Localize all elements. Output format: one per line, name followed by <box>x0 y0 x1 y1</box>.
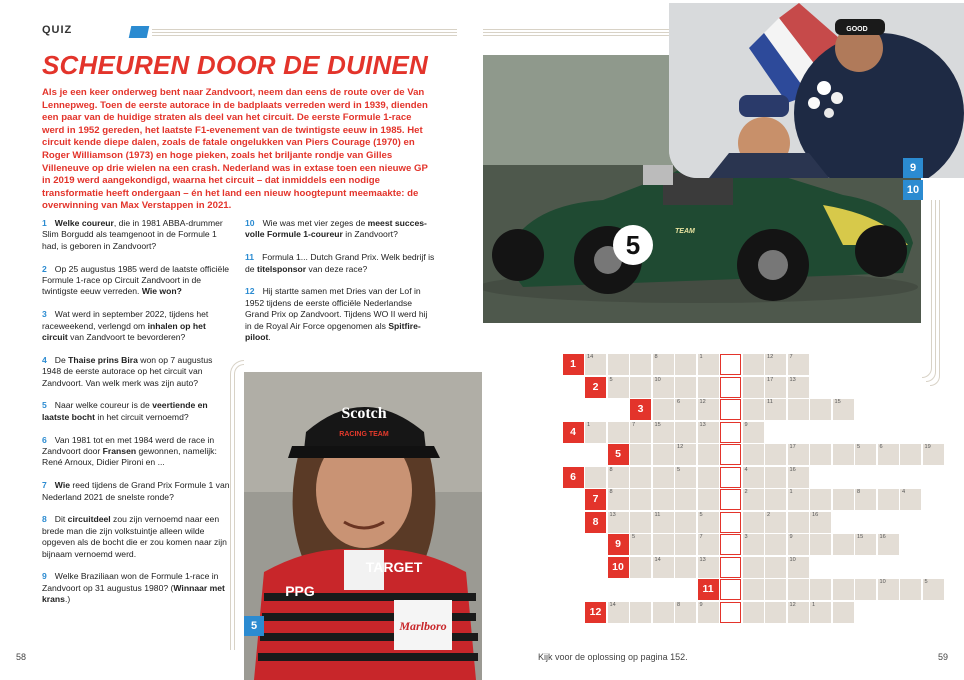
cell-number: 10 <box>789 556 796 563</box>
crossword-cell[interactable] <box>765 399 786 420</box>
question-5 <box>42 400 232 423</box>
crossword-cell[interactable] <box>788 467 809 488</box>
crossword-cell[interactable] <box>630 557 651 578</box>
question-number: 9 <box>42 571 47 582</box>
cell-number: 8 <box>857 489 861 495</box>
crossword-cell[interactable] <box>675 377 696 398</box>
cell-number: 5 <box>677 466 681 473</box>
crossword-cell[interactable] <box>788 444 809 465</box>
intro-paragraph: Als je een keer onderweg bent naar Zandvoort, neem dan eens de route over de Van Lennepweg. Toen de eerste autorace in de badplaats verreden werd in 1939, dienden een paar van de huidige straten als deel van het circuit. De eerste Formule 1-race werd in 1952 gereden, het laatste F1-evenement van de twintigste eeuw in 1985. Het circuit kende diepe dalen, zoals de fatale ongelukken van Piers Courage (1970) en Roger Williamson (1973) en hoge pieken, zoals het briljante rondje van Gilles Villeneuve op drie wielen na een crash. Nederland was in extase toen een nieuwe GP in 2019 werd aangekondigd, waarna het circuit – dat inmiddels een nodige transformatie heeft ondergaan – én het land een nieuw hoogtepunt meemaakte: de overwinning van Max Verstappen in 2021. <box>42 87 428 212</box>
crossword-solution-cell[interactable] <box>720 354 741 375</box>
portrait-illustration <box>244 372 482 680</box>
crossword-cell[interactable] <box>855 444 876 465</box>
question-keyword: veertiende en laatste bocht <box>42 400 208 422</box>
crossword-cell[interactable] <box>630 467 651 488</box>
crossword-cell[interactable] <box>900 579 921 600</box>
crossword-row-label: 8 <box>585 512 606 533</box>
crossword-cell[interactable] <box>585 467 606 488</box>
crossword-cell[interactable] <box>630 534 651 555</box>
cell-number: 13 <box>699 556 706 563</box>
crossword-row-label: 1 <box>563 354 584 375</box>
question-8 <box>42 514 232 560</box>
crossword-cell[interactable] <box>608 602 629 623</box>
question-text: Hij startte samen met Dries van der Lof in 1952 tijdens de eerste officiële Nederlandse Grand Prix op Zandvoort. Tijdens WO II werd hij in de Royal Air Force opgenomen als <box>245 286 428 331</box>
crossword-cell[interactable] <box>765 489 786 510</box>
question-keyword: Wie <box>54 480 70 491</box>
crossword-cell[interactable] <box>698 467 719 488</box>
crossword-cell[interactable] <box>743 579 764 600</box>
crossword-cell[interactable] <box>765 354 786 375</box>
question-text: Wie was met vier zeges de <box>262 218 368 228</box>
crossword-cell[interactable] <box>653 557 674 578</box>
crossword-row-label: 11 <box>698 579 719 600</box>
cell-number: 12 <box>677 444 684 450</box>
crossword-cell[interactable] <box>653 444 674 465</box>
crossword-cell[interactable] <box>788 557 809 578</box>
crossword-cell[interactable] <box>878 444 899 465</box>
question-text: Wat werd in september 2022, tijdens het raceweekend, verlengd om <box>42 309 209 331</box>
question-text: van Zandvoort te bevorderen? <box>67 332 186 343</box>
photo-badge-10: 10 <box>903 180 923 200</box>
question-text: van deze race? <box>306 263 368 274</box>
cell-number: 1 <box>789 489 793 495</box>
question-text: reed tijdens de Grand Prix Formule 1 van Nederland 2021 de snelste ronde? <box>42 480 230 502</box>
question-3 <box>42 309 232 343</box>
cell-number: 5 <box>857 444 861 450</box>
crossword-cell[interactable] <box>810 399 831 420</box>
crossword-row-label: 6 <box>563 467 584 488</box>
crossword-cell[interactable] <box>698 354 719 375</box>
question-keyword: Wie won? <box>141 286 182 297</box>
crossword-cell[interactable] <box>810 534 831 555</box>
crossword-row-label: 10 <box>608 557 629 578</box>
question-1 <box>42 218 232 252</box>
crossword-cell[interactable] <box>675 489 696 510</box>
question-text: .) <box>64 594 71 605</box>
crossword-cell[interactable] <box>653 377 674 398</box>
cell-number: 10 <box>879 579 886 585</box>
crossword-cell[interactable] <box>675 602 696 623</box>
cell-number: 13 <box>609 511 616 518</box>
cell-number: 9 <box>789 534 793 540</box>
crossword-solution-cell[interactable] <box>720 489 741 510</box>
crossword-cell[interactable] <box>743 557 764 578</box>
cell-number: 1 <box>587 421 591 428</box>
questions-column-left <box>42 218 232 617</box>
crossword-cell[interactable] <box>810 579 831 600</box>
cell-number: 3 <box>744 534 748 540</box>
question-text: zou zijn vernoemd naar een brede man die zijn volkstuintje alleen wilde opgeven als de bocht die er zou komen naar zijn bijnaam vernoemd werd. <box>42 514 227 559</box>
crossword-row-label: 12 <box>585 602 606 623</box>
question-text: Dit <box>54 514 68 525</box>
crossword-cell[interactable] <box>630 354 651 375</box>
crossword-cell[interactable] <box>810 602 831 623</box>
podium-cap-text: GOOD <box>846 26 868 33</box>
crossword-cell[interactable] <box>833 602 854 623</box>
question-number: 2 <box>42 263 47 274</box>
question-keyword: Thaise prins Bira <box>68 354 138 365</box>
crossword-cell[interactable] <box>765 534 786 555</box>
crossword-cell[interactable] <box>810 444 831 465</box>
cell-number: 14 <box>609 601 616 608</box>
cell-number: 8 <box>677 601 681 608</box>
crossword-cell[interactable] <box>653 399 674 420</box>
crossword-cell[interactable] <box>833 489 854 510</box>
question-11 <box>245 252 435 275</box>
crossword-cell[interactable] <box>788 399 809 420</box>
crossword-cell[interactable] <box>653 422 674 443</box>
crossword-cell[interactable] <box>653 602 674 623</box>
cell-number: 5 <box>699 511 703 518</box>
cell-number: 16 <box>879 534 886 540</box>
suit-brand-ppg: PPG <box>285 583 315 599</box>
crossword-cell[interactable] <box>698 534 719 555</box>
crossword-cell[interactable] <box>743 377 764 398</box>
cell-number: 7 <box>789 354 793 360</box>
cell-number: 15 <box>857 534 864 540</box>
cell-number: 10 <box>654 376 661 383</box>
question-text: De <box>54 354 69 365</box>
crossword-cell[interactable] <box>698 444 719 465</box>
crossword-cell[interactable] <box>833 399 854 420</box>
crossword-row-label: 9 <box>608 534 629 555</box>
crossword-cell[interactable] <box>855 534 876 555</box>
crossword-solution-cell[interactable] <box>720 534 741 555</box>
cell-number: 7 <box>632 421 636 428</box>
crossword-cell[interactable] <box>765 579 786 600</box>
crossword-cell[interactable] <box>743 489 764 510</box>
crossword-cell[interactable] <box>608 377 629 398</box>
cell-number: 8 <box>654 354 658 360</box>
crossword-row-label: 3 <box>630 399 651 420</box>
crossword-solution-cell[interactable] <box>720 444 741 465</box>
cell-number: 15 <box>834 399 841 405</box>
crossword-cell[interactable] <box>675 534 696 555</box>
crossword-cell[interactable] <box>878 489 899 510</box>
suit-brand-target: TARGET <box>365 559 423 575</box>
cell-number: 8 <box>609 466 613 473</box>
question-keyword: titelsponsor <box>256 263 307 274</box>
crossword-cell[interactable] <box>743 602 764 623</box>
crossword-cell[interactable] <box>855 579 876 600</box>
crossword-cell[interactable] <box>608 467 629 488</box>
photo-badge-9: 9 <box>903 158 923 178</box>
crossword-cell[interactable] <box>698 512 719 533</box>
crossword-cell[interactable] <box>743 512 764 533</box>
cell-number: 7 <box>699 534 703 540</box>
crossword-cell[interactable] <box>630 489 651 510</box>
page-number-left: 58 <box>16 652 27 662</box>
question-6 <box>42 435 232 469</box>
question-keyword: Winnaar met krans <box>42 582 225 605</box>
crossword-cell[interactable] <box>698 602 719 623</box>
question-text: won op 7 augustus 1948 de eerste autorace op het circuit van Zandvoort. Van welk merk was zijn auto? <box>42 354 213 388</box>
cell-number: 14 <box>654 556 661 563</box>
crossword-cell[interactable] <box>900 444 921 465</box>
crossword-cell[interactable] <box>878 579 899 600</box>
crossword-cell[interactable] <box>608 489 629 510</box>
question-keyword: Welke coureur <box>54 218 114 228</box>
cell-number: 6 <box>879 444 883 450</box>
crossword-cell[interactable] <box>923 444 944 465</box>
photo-badge-5: 5 <box>244 616 264 636</box>
cell-number: 19 <box>924 444 931 450</box>
question-text: Van 1981 tot en met 1984 werd de race in Zandvoort door <box>42 434 215 457</box>
crossword-cell[interactable] <box>788 489 809 510</box>
cell-number: 1 <box>812 601 816 608</box>
crossword-cell[interactable] <box>833 579 854 600</box>
question-12 <box>245 286 435 343</box>
cell-number: 5 <box>609 376 613 383</box>
cell-number: 9 <box>744 421 748 428</box>
question-number: 4 <box>42 354 47 365</box>
question-number: 1 <box>42 218 47 228</box>
car-number: 5 <box>625 230 641 260</box>
crossword-row-label: 5 <box>608 444 629 465</box>
question-text: gewonnen, namelijk: René Arnoux, Didier Pironi en ... <box>42 446 217 468</box>
cell-number: 17 <box>767 376 774 383</box>
driver-portrait-photo <box>244 372 482 680</box>
question-number: 5 <box>42 400 47 411</box>
crossword-cell[interactable] <box>833 444 854 465</box>
cell-number: 13 <box>789 376 796 383</box>
page-title: SCHEUREN DOOR DE DUINEN <box>42 50 428 80</box>
crossword-cell[interactable] <box>675 444 696 465</box>
crossword-cell[interactable] <box>675 354 696 375</box>
cell-number: 5 <box>632 534 636 540</box>
crossword-cell[interactable] <box>765 557 786 578</box>
cell-number: 11 <box>767 399 773 405</box>
crossword-cell[interactable] <box>743 399 764 420</box>
crossword-cell[interactable] <box>765 377 786 398</box>
crossword-cell[interactable] <box>585 354 606 375</box>
cell-number: 9 <box>699 601 703 608</box>
crossword-cell[interactable] <box>698 399 719 420</box>
crossword-cell[interactable] <box>878 534 899 555</box>
question-keyword: inhalen op het circuit <box>42 320 206 343</box>
question-7 <box>42 480 232 503</box>
crossword-row-label: 2 <box>585 377 606 398</box>
crossword-cell[interactable] <box>765 602 786 623</box>
cell-number: 12 <box>789 601 796 608</box>
cell-number: 4 <box>902 489 906 495</box>
crossword-cell[interactable] <box>585 422 606 443</box>
crossword-cell[interactable] <box>630 422 651 443</box>
question-number: 7 <box>42 480 47 491</box>
crossword-cell[interactable] <box>743 534 764 555</box>
cell-number: 6 <box>677 399 681 405</box>
crossword-cell[interactable] <box>765 444 786 465</box>
car-team-text: TEAM <box>675 228 695 235</box>
crossword-cell[interactable] <box>743 354 764 375</box>
question-text: Formula 1... Dutch Grand Prix. Welk bedrijf is de <box>245 252 435 274</box>
crossword-cell[interactable] <box>810 512 831 533</box>
cell-number: 17 <box>789 444 796 450</box>
suit-brand-marlboro: Marlboro <box>399 619 447 633</box>
crossword-cell[interactable] <box>608 512 629 533</box>
crossword-cell[interactable] <box>810 489 831 510</box>
crossword-cell[interactable] <box>788 534 809 555</box>
crossword-cell[interactable] <box>630 602 651 623</box>
flag-icon <box>129 26 150 38</box>
crossword-cell[interactable] <box>608 422 629 443</box>
crossword-cell[interactable] <box>653 354 674 375</box>
question-text: , die in 1981 ABBA-drummer Slim Borgudd als teamgenoot in de Formule 1 had, is geboren in Zandvoort? <box>42 218 223 251</box>
crossword-cell[interactable] <box>833 534 854 555</box>
cell-number: 15 <box>654 421 661 428</box>
crossword-cell[interactable] <box>653 512 674 533</box>
cell-number: 4 <box>744 466 748 473</box>
question-keyword: Spitfire-piloot <box>245 320 421 343</box>
cell-number: 1 <box>699 354 703 360</box>
cell-number: 2 <box>767 511 771 518</box>
crossword-cell[interactable] <box>698 422 719 443</box>
question-text: Op 25 augustus 1985 werd de laatste officiële Formule 1-race op Circuit Zandvoort in de twintigste eeuw verreden. <box>42 263 230 297</box>
question-9 <box>42 571 232 605</box>
question-text: in het circuit vernoemd? <box>95 411 189 422</box>
cell-number: 12 <box>699 399 706 405</box>
crossword-row-label: 7 <box>585 489 606 510</box>
crossword-cell[interactable] <box>653 467 674 488</box>
crossword-cell[interactable] <box>653 534 674 555</box>
question-10 <box>245 218 435 241</box>
crossword-cell[interactable] <box>675 422 696 443</box>
crossword-cell[interactable] <box>698 557 719 578</box>
cell-number: 5 <box>924 579 928 585</box>
crossword-cell[interactable] <box>630 444 651 465</box>
crossword-solution-cell[interactable] <box>720 422 741 443</box>
crossword-cell[interactable] <box>900 489 921 510</box>
cell-number: 12 <box>767 354 774 360</box>
crossword-cell[interactable] <box>653 489 674 510</box>
crossword-solution-cell[interactable] <box>720 399 741 420</box>
question-number: 8 <box>42 514 47 525</box>
crossword-solution-cell[interactable] <box>720 557 741 578</box>
question-number: 11 <box>245 252 255 263</box>
decorative-curve-left <box>234 364 244 650</box>
crossword-cell[interactable] <box>788 579 809 600</box>
questions-column-right <box>245 218 435 355</box>
question-keyword: circuitdeel <box>67 514 111 525</box>
crossword-cell[interactable] <box>788 354 809 375</box>
question-number: 12 <box>245 286 255 297</box>
cap-brand-text: Scotch <box>341 405 387 422</box>
crossword-solution-cell[interactable] <box>720 579 741 600</box>
question-keyword: meest succesvolle Formule 1-coureur <box>245 218 427 240</box>
crossword-cell[interactable] <box>788 377 809 398</box>
question-keyword: Fransen <box>102 446 137 457</box>
cell-number: 2 <box>744 489 748 495</box>
crossword-cell[interactable] <box>855 489 876 510</box>
question-4 <box>42 355 232 389</box>
decorative-curve <box>930 200 940 386</box>
section-label: QUIZ <box>42 24 73 36</box>
crossword-cell[interactable] <box>608 354 629 375</box>
question-number: 10 <box>245 218 255 228</box>
crossword-cell[interactable] <box>923 579 944 600</box>
cell-number: 16 <box>812 511 819 518</box>
decorative-stripes-right <box>483 29 669 37</box>
crossword-solution-cell[interactable] <box>720 512 741 533</box>
question-2 <box>42 264 232 298</box>
crossword-cell[interactable] <box>698 377 719 398</box>
crossword-cell[interactable] <box>743 444 764 465</box>
page-number-right: 59 <box>938 652 949 662</box>
crossword-cell[interactable] <box>743 467 764 488</box>
question-text: Naar welke coureur is de <box>54 400 153 411</box>
cell-number: 8 <box>609 489 613 495</box>
crossword-solution-cell[interactable] <box>720 602 741 623</box>
crossword-cell[interactable] <box>765 512 786 533</box>
crossword-cell[interactable] <box>788 512 809 533</box>
question-text: in Zandvoort? <box>342 229 398 240</box>
solution-note: Kijk voor de oplossing op pagina 152. <box>538 652 688 662</box>
cell-number: 11 <box>654 511 661 518</box>
crossword-row-label: 4 <box>563 422 584 443</box>
question-text: . <box>268 332 271 343</box>
crossword-cell[interactable] <box>743 422 764 443</box>
crossword-cell[interactable] <box>630 512 651 533</box>
question-number: 3 <box>42 309 47 320</box>
crossword-cell[interactable] <box>675 557 696 578</box>
crossword-cell[interactable] <box>765 467 786 488</box>
crossword-cell[interactable] <box>675 399 696 420</box>
crossword-cell[interactable] <box>675 467 696 488</box>
cap-sub-text: RACING TEAM <box>339 431 389 438</box>
decorative-stripes <box>152 29 457 37</box>
crossword-solution-cell[interactable] <box>720 377 741 398</box>
podium-photo <box>669 3 964 178</box>
crossword-cell[interactable] <box>698 489 719 510</box>
question-number: 6 <box>42 434 47 445</box>
question-text: Welke Braziliaan won de Formule 1-race in Zandvoort op 31 augustus 1980? ( <box>42 571 219 593</box>
cell-number: 13 <box>699 421 706 428</box>
crossword-cell[interactable] <box>630 377 651 398</box>
cell-number: 16 <box>789 466 796 473</box>
crossword-cell[interactable] <box>675 512 696 533</box>
crossword-cell[interactable] <box>788 602 809 623</box>
crossword-solution-cell[interactable] <box>720 467 741 488</box>
cell-number: 14 <box>587 354 594 360</box>
podium-illustration <box>669 3 964 178</box>
